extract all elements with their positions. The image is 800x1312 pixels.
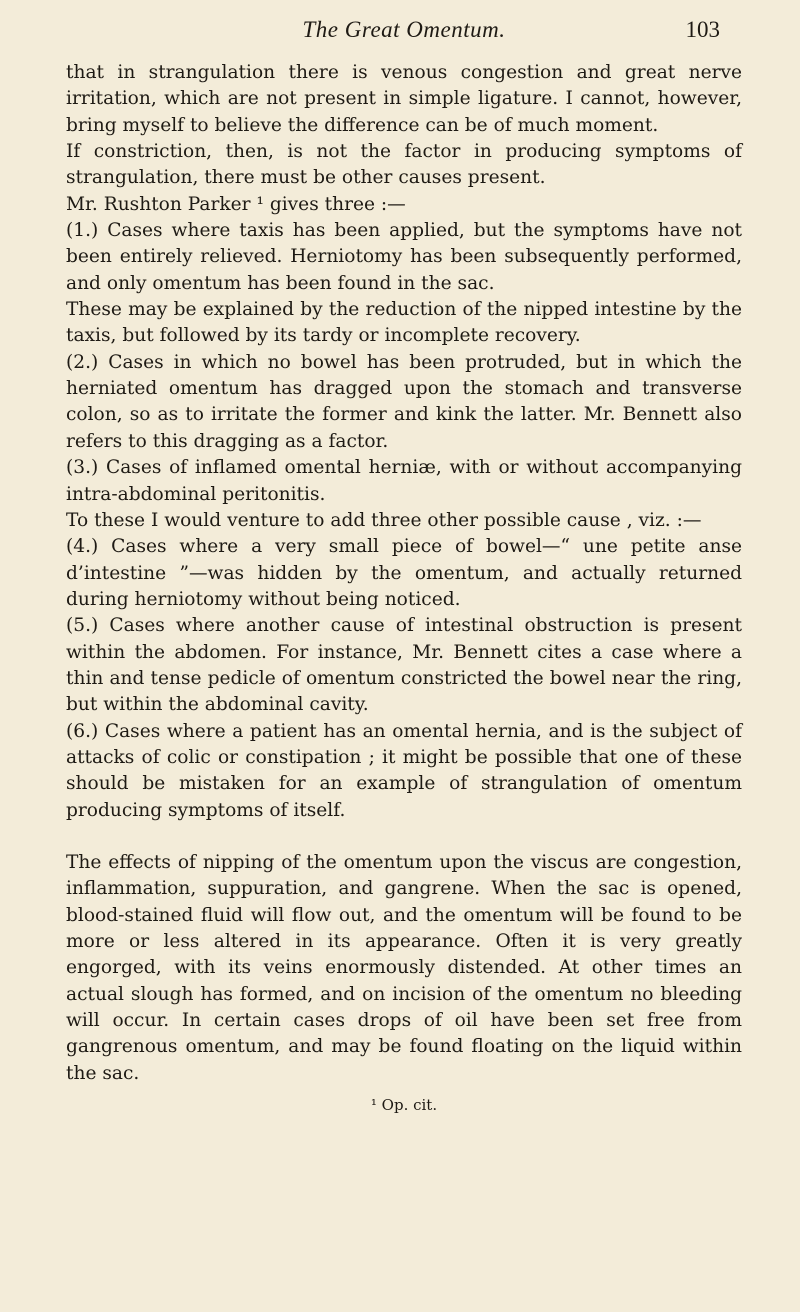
footnote: ¹ Op. cit. [370,1096,438,1115]
page-number: 103 [685,17,720,42]
paragraph: The effects of nipping of the omentum upon the viscus are congestion, inflammation, suppuration, and gangrene. When the sac is opened, blood-stained fluid will flow out, and the omentum will be found to be more or less altered in its appearance. Often it is very greatly engorged, with its veins enormously distended. At other times an actual slough has formed, and on incision of the omentum no bleeding will occur. In certain cases drops of oil have been set free from gangrenous omentum, and may be found floating on the liquid within the sac. [66,851,742,1084]
paragraph: (3.) Cases of inflamed omental herniæ, with or without accompanying intra-abdominal peritonitis. [66,457,742,505]
paragraph: (5.) Cases where another cause of intestinal obstruction is present within the abdomen. For instance, Mr. Bennett cites a case where a thin and tense pedicle of omentum constricted the bowel near the ring, but within the abdominal cavity. [66,615,742,716]
body-text [66,60,742,1087]
paragraph: that in strangulation there is venous congestion and great nerve irritation, which are not present in simple ligature. I cannot, however, bring myself to believe the difference can be of much moment. [66,62,742,136]
running-title: The Great Omentum. [302,17,506,42]
paragraph: (4.) Cases where a very small piece of bowel—“ une petite anse d’intestine ”—was hidden by the omentum, and actually returned during herniotomy without being noticed. [66,536,742,610]
paragraph: Mr. Rushton Parker ¹ gives three :— [66,193,406,215]
paragraph: To these I would venture to add three other possible cause , viz. :— [66,509,702,531]
paragraph: (6.) Cases where a patient has an omental hernia, and is the subject of attacks of colic or constipation ; it might be possible that one of these should be mistaken for an example of strangulation of omentum producing symptoms of itself. [66,720,742,821]
paragraph: (2.) Cases in which no bowel has been protruded, but in which the herniated omentum has dragged upon the stomach and transverse colon, so as to irritate the former and kink the latter. Mr. Bennett also refers to this dragging as a factor. [66,351,742,452]
running-head [66,14,742,48]
paragraph: (1.) Cases where taxis has been applied, but the symptoms have not been entirely relieved. Herniotomy has been subsequently performed, and only omentum has been found in the sac. [66,220,742,294]
paragraph: These may be explained by the reduction of the nipped intestine by the taxis, but followed by its tardy or incomplete recovery. [66,299,742,347]
paragraph: If constriction, then, is not the factor in producing symptoms of strangulation, there must be other causes present. [66,141,742,189]
